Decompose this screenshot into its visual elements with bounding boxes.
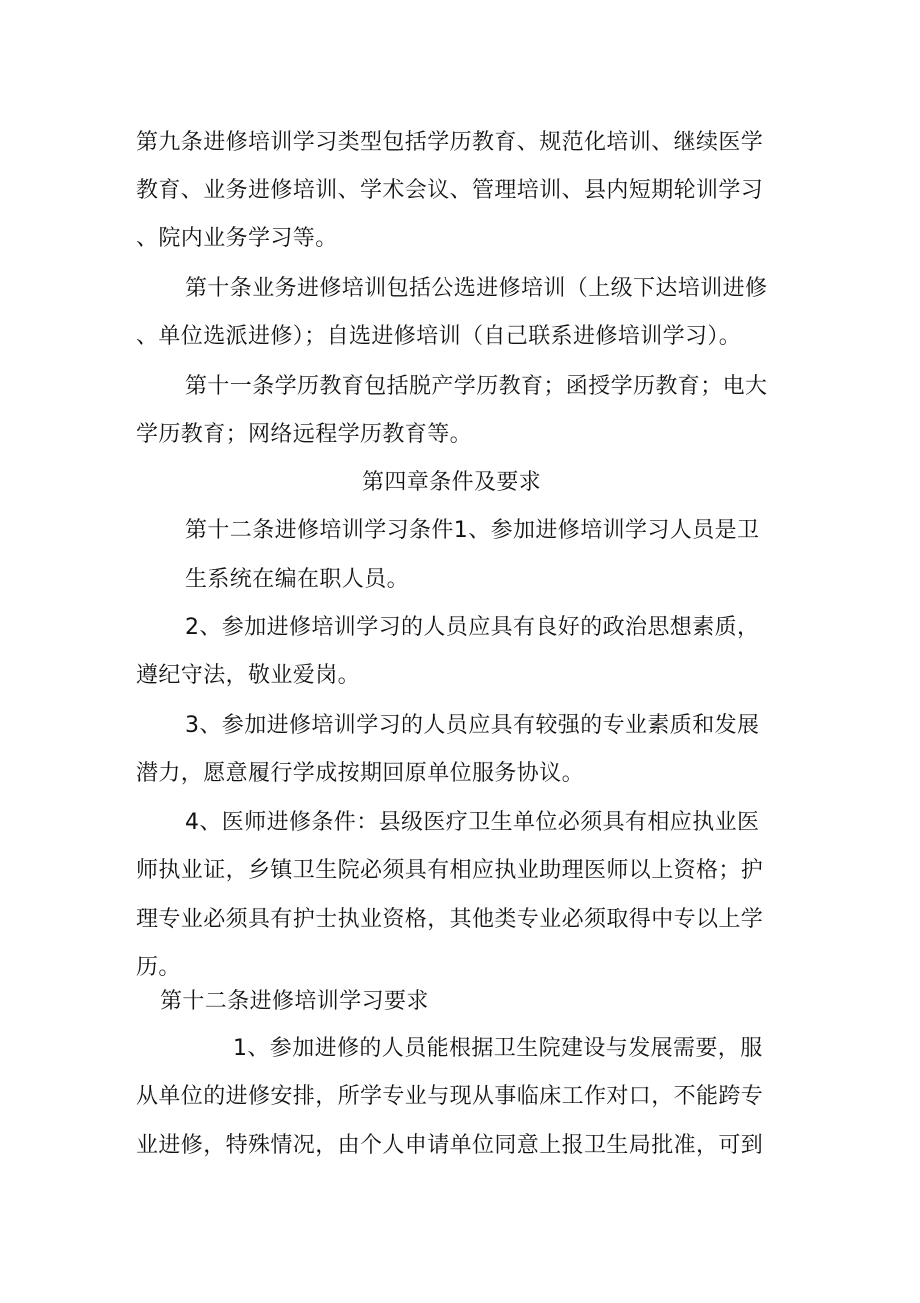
condition-3-line-2: 潜力，愿意履行学成按期回原单位服务协议。 <box>136 761 585 786</box>
condition-4-line-3: 理专业必须具有护士执业资格，其他类专业必须取得中专以上学 <box>136 907 764 932</box>
article-12-requirements-title: 第十二条进修培训学习要求 <box>160 989 429 1014</box>
article-12-conditions-line-2: 生系统在编在职人员。 <box>185 567 410 592</box>
chapter-4-title: 第四章条件及要求 <box>362 470 542 495</box>
condition-4-line-2: 师执业证，乡镇卫生院必须具有相应执业助理医师以上资格；护 <box>136 858 764 883</box>
article-9-line-3: 、院内业务学习等。 <box>136 226 338 251</box>
condition-2-line-1: 2、参加进修培训学习的人员应具有良好的政治思想素质， <box>185 615 760 640</box>
article-10-line-1: 第十条业务进修培训包括公选进修培训（上级下达培训进修 <box>185 276 768 301</box>
article-11-line-1: 第十一条学历教育包括脱产学历教育；函授学历教育；电大 <box>185 374 768 399</box>
condition-3-line-1: 3、参加进修培训学习的人员应具有较强的专业素质和发展 <box>185 713 760 738</box>
article-9-line-2: 教育、业务进修培训、学术会议、管理培训、县内短期轮训学习 <box>136 178 764 203</box>
requirement-1-line-1: 1、参加进修的人员能根据卫生院建设与发展需要，服 <box>233 1036 763 1061</box>
requirement-1-line-3: 业进修，特殊情况，由个人申请单位同意上报卫生局批准，可到 <box>136 1133 764 1158</box>
condition-2-line-2: 遵纪守法，敬业爱岗。 <box>136 663 361 688</box>
article-9-line-1: 第九条进修培训学习类型包括学历教育、规范化培训、继续医学 <box>136 130 764 155</box>
article-11-line-2: 学历教育；网络远程学历教育等。 <box>136 422 473 447</box>
condition-4-line-4: 历。 <box>136 955 181 980</box>
article-10-line-2: 、单位选派进修）；自选进修培训（自己联系进修培训学习）。 <box>136 324 742 349</box>
article-12-conditions-line-1: 第十二条进修培训学习条件1、参加进修培训学习人员是卫 <box>185 518 760 543</box>
condition-4-line-1: 4、医师进修条件：县级医疗卫生单位必须具有相应执业医 <box>185 810 760 835</box>
requirement-1-line-2: 从单位的进修安排，所学专业与现从事临床工作对口，不能跨专 <box>136 1084 764 1109</box>
